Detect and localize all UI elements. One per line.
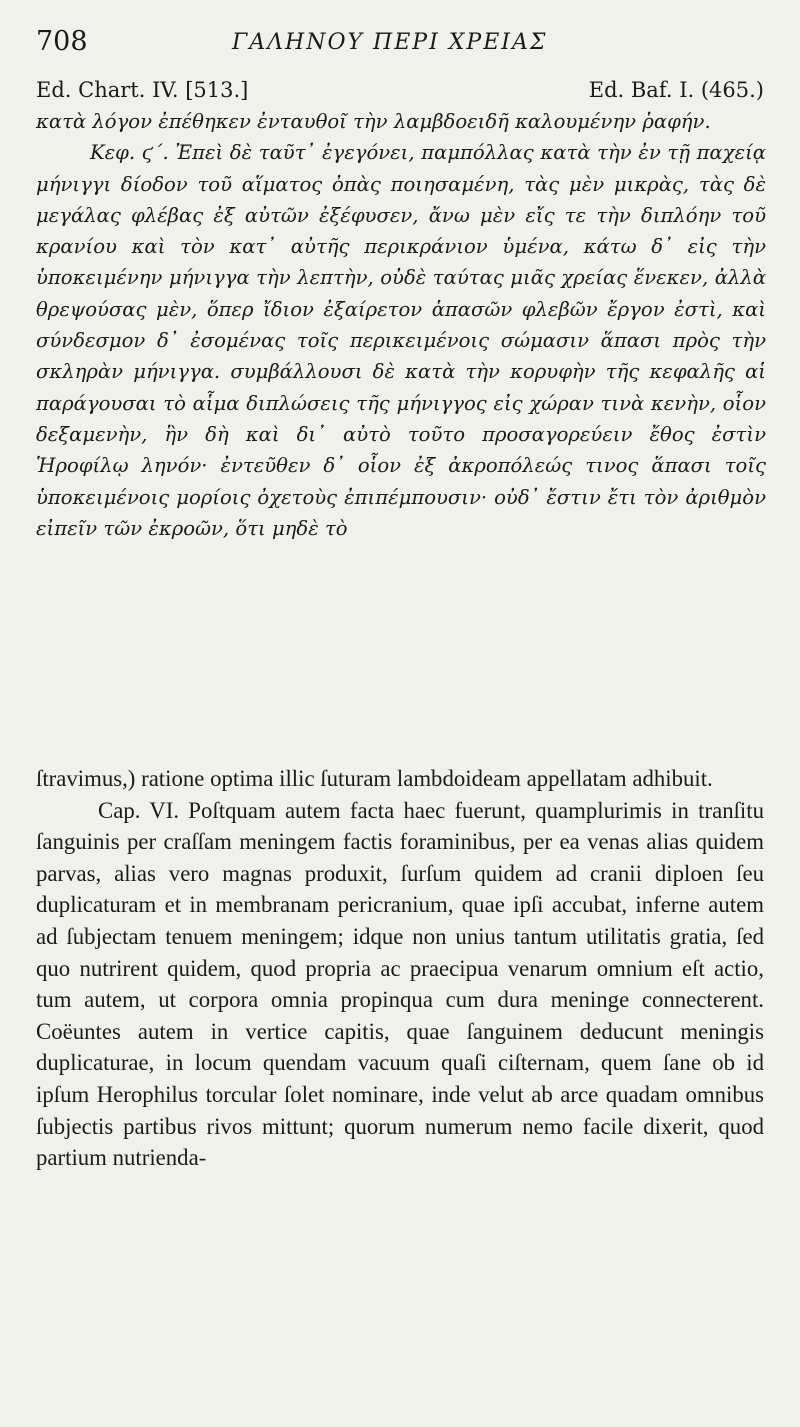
running-title: ΓΑΛΗΝΟΥ ΠΕΡΙ ΧΡΕΙΑΣ bbox=[232, 30, 548, 55]
edition-reference-basel: Ed. Baf. I. (465.) bbox=[588, 78, 764, 102]
edition-references bbox=[36, 78, 764, 104]
latin-paragraph: Cap. VI. Poſtquam autem facta haec fuerunt, quamplurimis in tranſitu ſanguinis per craſſam meningem factis foraminibus, per ea venas alias quidem parvas, alias vero magnas produxit, ſurſum quidem ad cranii diploen ſeu duplicaturam et in membranam pericranium, quae ipſi accubat, inferne autem ad ſubjectam tenuem meningem; idque non unius tantum utilitatis gratia, ſed quo nutrirent quidem, quod propria ac praecipua venarum omnium eſt actio, tum autem, ut corpora omnia propinqua cum dura meninge connecterent. Coëuntes autem in vertice capitis, quae ſanguinem deducunt meningis duplicaturae, in locum quendam vacuum quaſi ciſternam, quem ſane ob id ipſum Herophilus torcular ſolet nominare, inde velut ab arce quadam omnibus ſubjectis partibus rivos mittunt; quorum numerum nemo facile dixerit, quod partium nutrienda- bbox=[36, 797, 764, 1171]
greek-paragraph: κατὰ λόγον ἐπέθηκεν ἐνταυθοῖ τὴν λαμβδοειδῆ καλουμένην ῥαφήν. bbox=[36, 110, 711, 133]
latin-text-block bbox=[36, 763, 764, 1174]
greek-text-block bbox=[36, 106, 766, 544]
edition-reference-chartier: Ed. Chart. IV. [513.] bbox=[36, 78, 249, 102]
page-header bbox=[36, 26, 764, 66]
latin-paragraph: ſtravimus,) ratione optima illic ſuturam lambdoideam appellatam adhibuit. bbox=[36, 766, 713, 791]
page-number: 708 bbox=[36, 26, 88, 57]
greek-paragraph: Κεφ. ϛ΄. Ἐπεὶ δὲ ταῦτ᾽ ἐγεγόνει, παμπόλλας κατὰ τὴν ἐν τῇ παχείᾳ μήνιγγι δίοδον τοῦ αἵματος ὀπὰς ποιησαμένη, τὰς μὲν μικρὰς, τὰς δὲ μεγάλας φλέβας ἐξ αὐτῶν ἐξέφυσεν, ἄνω μὲν εἴς τε τὴν διπλόην τοῦ κρανίου καὶ τὸν κατ᾽ αὐτῆς περικράνιον ὑμένα, κάτω δ᾽ εἰς τὴν ὑποκειμένην μήνιγγα τὴν λεπτὴν, οὐδὲ ταύτας μιᾶς χρείας ἕνεκεν, ἀλλὰ θρεψούσας μὲν, ὅπερ ἴδιον ἐξαίρετον ἁπασῶν φλεβῶν ἔργον ἐστὶ, καὶ σύνδεσμον δ᾽ ἐσομένας τοῖς περικειμένοις σώμασιν ἅπασι πρὸς τὴν σκληρὰν μήνιγγα. συμβάλλουσι δὲ κατὰ τὴν κορυφὴν τῆς κεφαλῆς αἱ παράγουσαι τὸ αἷμα διπλώσεις τῆς μήνιγγος εἰς χώραν τινὰ κενὴν, οἷον δεξαμενὴν, ἣν δὴ καὶ δι᾽ αὐτὸ τοῦτο προσαγορεύειν ἔθος ἐστὶν Ἡροφίλῳ ληνόν· ἐντεῦθεν δ᾽ οἷον ἐξ ἀκροπόλεώς τινος ἅπασι τοῖς ὑποκειμένοις μορίοις ὀχετοὺς ἐπιπέμπουσιν· οὐδ᾽ ἔστιν ἔτι τὸν ἀριθμὸν εἰπεῖν τῶν ἐκροῶν, ὅτι μηδὲ τὸ bbox=[36, 141, 766, 540]
